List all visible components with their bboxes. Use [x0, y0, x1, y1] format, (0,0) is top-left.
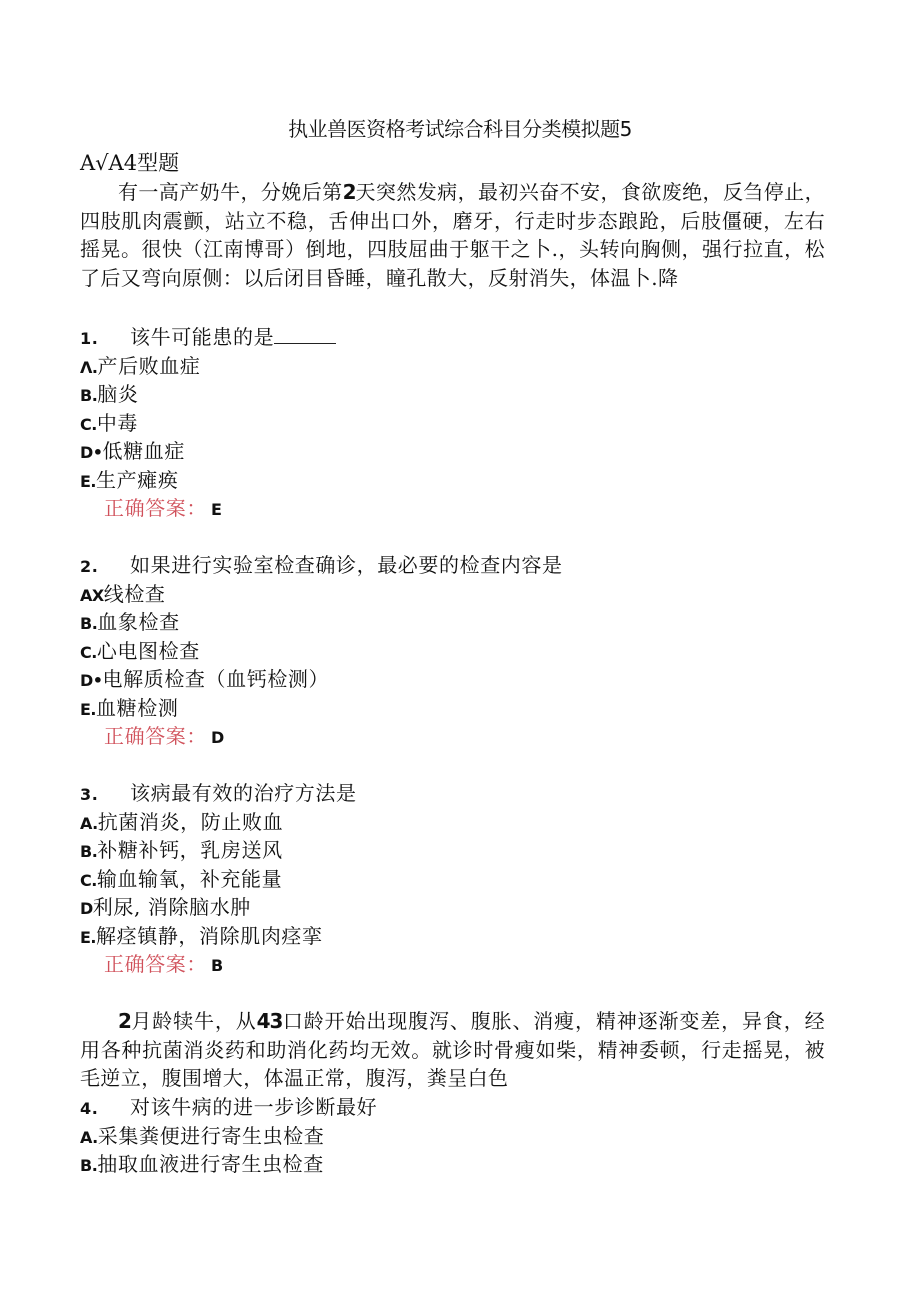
question-text: 如果进行实验室检查确诊，最必要的检查内容是	[130, 553, 563, 577]
option-e[interactable]	[80, 466, 840, 495]
option-text: 输血输氧，补充能量	[96, 866, 283, 891]
option-d[interactable]	[80, 665, 840, 694]
option-c[interactable]	[80, 409, 840, 438]
option-key: B.	[80, 842, 98, 861]
option-key: A.	[80, 813, 98, 833]
option-text: 低糖血症	[102, 439, 185, 463]
question-stem	[80, 323, 840, 352]
option-a[interactable]	[80, 808, 840, 837]
option-text: 利尿, 消除脑水肿	[92, 895, 251, 919]
answer-label: 正确答案：	[104, 952, 207, 976]
option-key: Λ.	[80, 357, 98, 377]
option-text: 补糖补钙，乳房送风	[97, 838, 283, 862]
question-text: 该牛可能患的是	[130, 325, 275, 349]
option-key: B.	[80, 1156, 98, 1175]
option-key: D•	[80, 671, 103, 690]
correct-answer	[80, 494, 840, 523]
option-e[interactable]	[80, 694, 840, 723]
case-text: 有一高产奶牛，分娩后第	[118, 180, 343, 204]
question-number: 4.	[80, 1099, 99, 1118]
option-key: C.	[80, 642, 97, 662]
option-text: 心电图检查	[96, 638, 200, 663]
question-2	[80, 551, 840, 751]
question-text: 对该牛病的进一步诊断最好	[130, 1095, 378, 1119]
answer-blank	[274, 325, 336, 344]
question-number: 1.	[80, 329, 99, 348]
section-heading: A√A4型题	[80, 151, 180, 175]
correct-answer	[80, 950, 840, 979]
option-text: 电解质检查（血钙检测）	[102, 667, 330, 691]
option-text: 抽取血液进行寄生虫检查	[97, 1152, 324, 1176]
option-text: 线检查	[103, 581, 166, 606]
option-d[interactable]	[80, 437, 840, 466]
question-number: 3.	[80, 785, 99, 804]
case-number: 2	[342, 180, 356, 204]
case-text: 口龄开始出现腹泻、腹胀、消瘦，精神逐渐变差，异食，经用各种抗菌消炎药和助消化药均无效。就诊时骨瘦如柴，精神委顿，行走摇晃，被毛逆立，腹围增大，体温正常，腹泻，粪呈白色	[80, 1009, 825, 1090]
option-text: 解痉镇静，消除肌肉痉挛	[96, 923, 323, 948]
question-3	[80, 779, 840, 979]
option-key: C.	[80, 414, 97, 434]
question-1	[80, 323, 840, 523]
case-description-2	[80, 1007, 825, 1093]
option-text: 中毒	[96, 410, 139, 435]
option-text: 生产瘫痪	[96, 467, 179, 492]
option-key: D•	[80, 443, 103, 462]
option-text: 抗菌消炎，防止败血	[97, 809, 284, 834]
question-number: 2.	[80, 557, 99, 576]
option-a[interactable]	[80, 1122, 840, 1151]
option-b[interactable]	[80, 836, 840, 865]
case-number: 2	[118, 1009, 131, 1033]
option-b[interactable]	[80, 608, 840, 637]
question-stem	[80, 551, 840, 580]
answer-value: B	[211, 956, 224, 975]
option-text: 血象检查	[97, 610, 180, 634]
option-c[interactable]	[80, 865, 840, 894]
correct-answer	[80, 722, 840, 751]
option-key: E.	[80, 699, 97, 719]
option-key: A.	[80, 1127, 98, 1147]
document-title: 执业兽医资格考试综合科目分类模拟题5	[288, 117, 632, 141]
option-a[interactable]	[80, 352, 840, 381]
option-key: AX	[80, 585, 104, 605]
option-b[interactable]	[80, 380, 840, 409]
option-text: 血糖检测	[96, 695, 179, 720]
question-text: 该病最有效的治疗方法是	[130, 781, 357, 805]
case-text: 天突然发病，最初兴奋不安，食欲废绝，反刍停止，四肢肌肉震颤，站立不稳，舌伸出口外，磨牙，行走时步态踉跄，后肢僵硬，左右摇晃。很快（江南博哥）倒地，四肢屈曲于躯干之卜.，头转向胸侧，强行拉直，松了后又弯向原侧：以后闭目昏睡，瞳孔散大，反射消失，体温卜.降	[80, 180, 826, 290]
option-key: C.	[80, 870, 97, 890]
option-key: B.	[80, 614, 98, 633]
option-key: E.	[80, 927, 97, 947]
option-text: 产后败血症	[97, 353, 201, 378]
case-description-1	[80, 178, 825, 292]
option-d[interactable]	[80, 893, 840, 922]
case-text: 月龄犊牛，从	[130, 1009, 257, 1033]
answer-value: E	[211, 500, 223, 519]
option-key: E.	[80, 471, 97, 491]
option-c[interactable]	[80, 637, 840, 666]
option-a[interactable]	[80, 580, 840, 609]
answer-value: D	[211, 728, 225, 747]
question-4	[80, 1093, 840, 1179]
question-stem	[80, 779, 840, 808]
option-text: 脑炎	[97, 382, 139, 406]
option-key: D	[80, 899, 93, 918]
option-b[interactable]	[80, 1150, 840, 1179]
option-key: B.	[80, 386, 98, 405]
question-stem	[80, 1093, 840, 1122]
answer-label: 正确答案：	[104, 496, 207, 520]
case-number: 43	[256, 1009, 283, 1033]
option-e[interactable]	[80, 922, 840, 951]
answer-label: 正确答案：	[104, 724, 207, 748]
option-text: 采集粪便进行寄生虫检查	[97, 1123, 325, 1148]
